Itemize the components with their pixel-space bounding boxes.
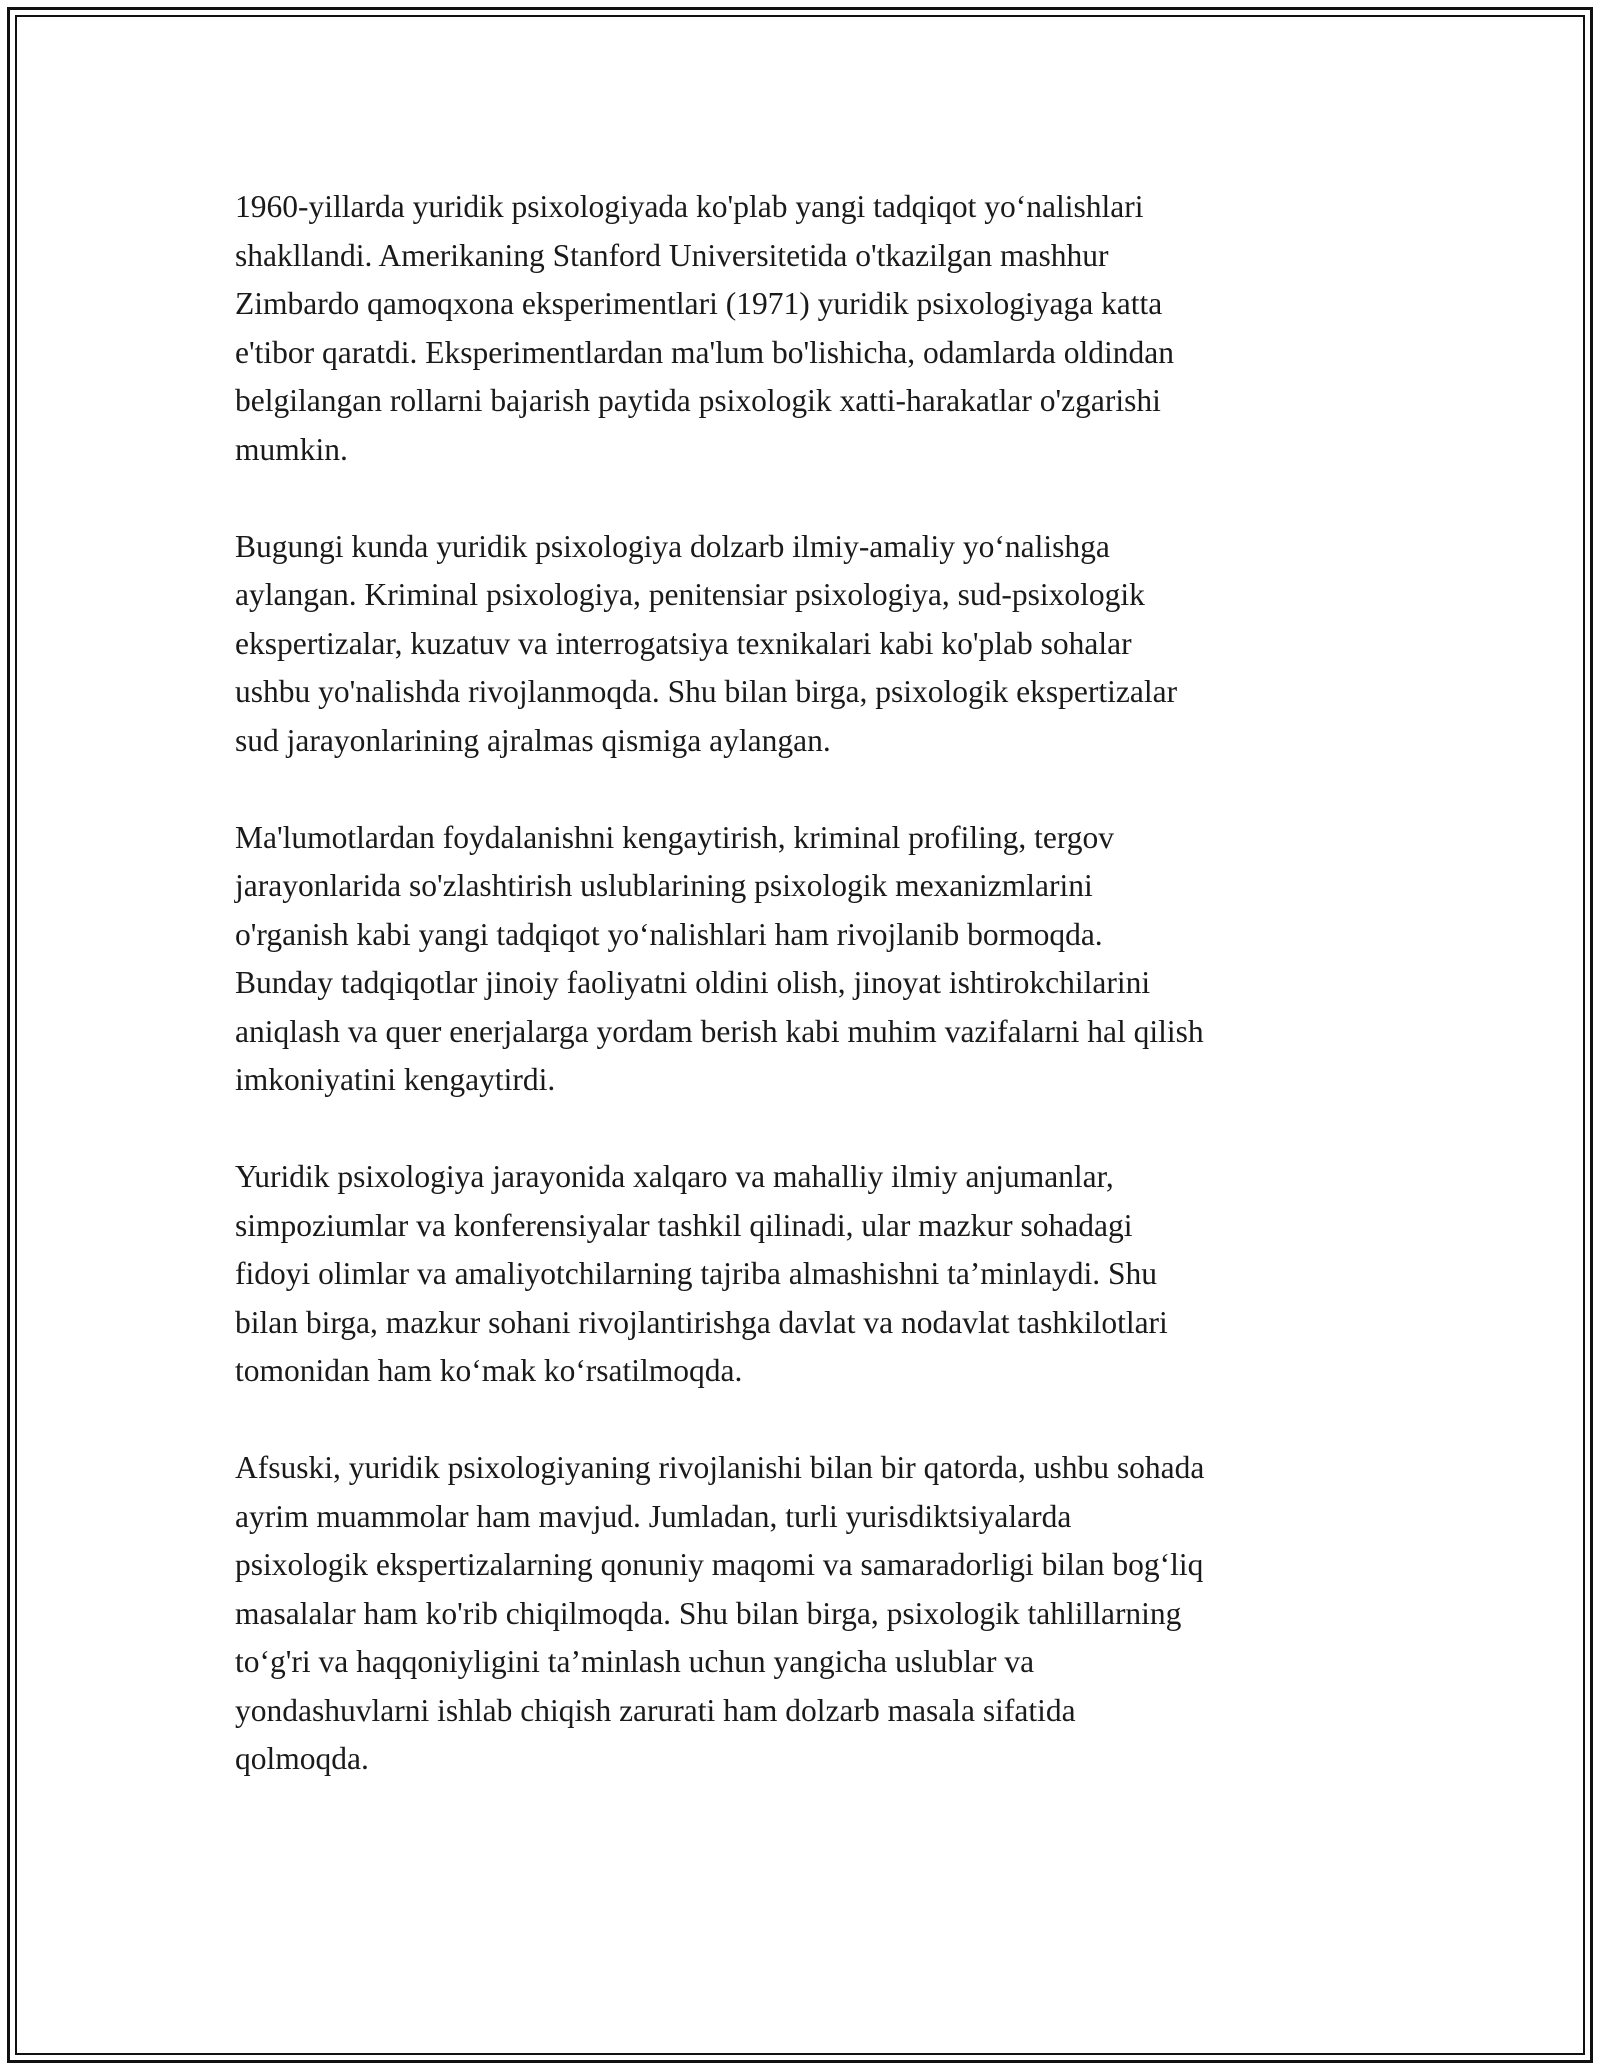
paragraph-5 <box>235 1444 1375 1784</box>
text-line: o'rganish kabi yangi tadqiqot yo‘nalishlari ham rivojlanib bormoqda. <box>235 916 1103 952</box>
text-line: e'tibor qaratdi. Eksperimentlardan ma'lum bo'lishicha, odamlarda oldindan <box>235 334 1175 370</box>
text-line: ayrim muammolar ham mavjud. Jumladan, turli yurisdiktsiyalarda <box>235 1498 1072 1534</box>
document-body <box>235 183 1375 1832</box>
text-line: qolmoqda. <box>235 1741 369 1776</box>
text-line: Ma'lumotlardan foydalanishni kengaytirish, kriminal profiling, tergov <box>235 819 1115 855</box>
text-line: belgilangan rollarni bajarish paytida psixologik xatti-harakatlar o'zgarishi <box>235 383 1161 418</box>
text-line: shakllandi. Amerikaning Stanford Universitetida o'tkazilgan mashhur <box>235 237 1109 273</box>
text-line: fidoyi olimlar va amaliyotchilarning tajriba almashishni ta’minlaydi. Shu <box>235 1256 1158 1291</box>
text-line: Zimbardo qamoqxona eksperimentlari (1971) yuridik psixologiyaga katta <box>235 286 1163 321</box>
paragraph-3 <box>235 814 1375 1105</box>
text-line: aniqlash va quer enerjalarga yordam berish kabi muhim vazifalarni hal qilish <box>235 1013 1204 1049</box>
text-line: sud jarayonlarining ajralmas qismiga aylangan. <box>235 722 831 758</box>
text-line: bilan birga, mazkur sohani rivojlantirishga davlat va nodavlat tashkilotlari <box>235 1304 1168 1340</box>
text-line: ekspertizalar, kuzatuv va interrogatsiya texnikalari kabi ko'plab sohalar <box>235 625 1132 661</box>
text-line: Bunday tadqiqotlar jinoiy faoliyatni oldini olish, jinoyat ishtirokchilarini <box>235 965 1151 1000</box>
text-line: jarayonlarida so'zlashtirish uslublarining psixologik mexanizmlarini <box>235 868 1093 903</box>
text-line: Yuridik psixologiya jarayonida xalqaro va mahalliy ilmiy anjumanlar, <box>235 1159 1114 1194</box>
text-line: yondashuvlarni ishlab chiqish zarurati ham dolzarb masala sifatida <box>235 1692 1076 1728</box>
paragraph-1 <box>235 183 1375 474</box>
text-line: psixologik ekspertizalarning qonuniy maqomi va samaradorligi bilan bog‘liq <box>235 1547 1204 1582</box>
text-line: Bugungi kunda yuridik psixologiya dolzarb ilmiy-amaliy yo‘nalishga <box>235 528 1110 564</box>
text-line: aylangan. Kriminal psixologiya, penitensiar psixologiya, sud-psixologik <box>235 577 1145 612</box>
text-line: tomonidan ham ko‘mak ko‘rsatilmoqda. <box>235 1353 743 1388</box>
text-line: simpoziumlar va konferensiyalar tashkil qilinadi, ular mazkur sohadagi <box>235 1207 1133 1243</box>
text-line: mumkin. <box>235 431 348 467</box>
text-line: to‘g'ri va haqqoniyligini ta’minlash uchun yangicha uslublar va <box>235 1644 1035 1679</box>
paragraph-4 <box>235 1153 1375 1396</box>
text-line: 1960-yillarda yuridik psixologiyada ko'plab yangi tadqiqot yo‘nalishlari <box>235 189 1144 224</box>
text-line: ushbu yo'nalishda rivojlanmoqda. Shu bilan birga, psixologik ekspertizalar <box>235 674 1178 709</box>
text-line: masalalar ham ko'rib chiqilmoqda. Shu bilan birga, psixologik tahlillarning <box>235 1595 1182 1631</box>
paragraph-2 <box>235 523 1375 766</box>
text-line: Afsuski, yuridik psixologiyaning rivojlanishi bilan bir qatorda, ushbu sohada <box>235 1450 1205 1485</box>
text-line: imkoniyatini kengaytirdi. <box>235 1062 556 1097</box>
